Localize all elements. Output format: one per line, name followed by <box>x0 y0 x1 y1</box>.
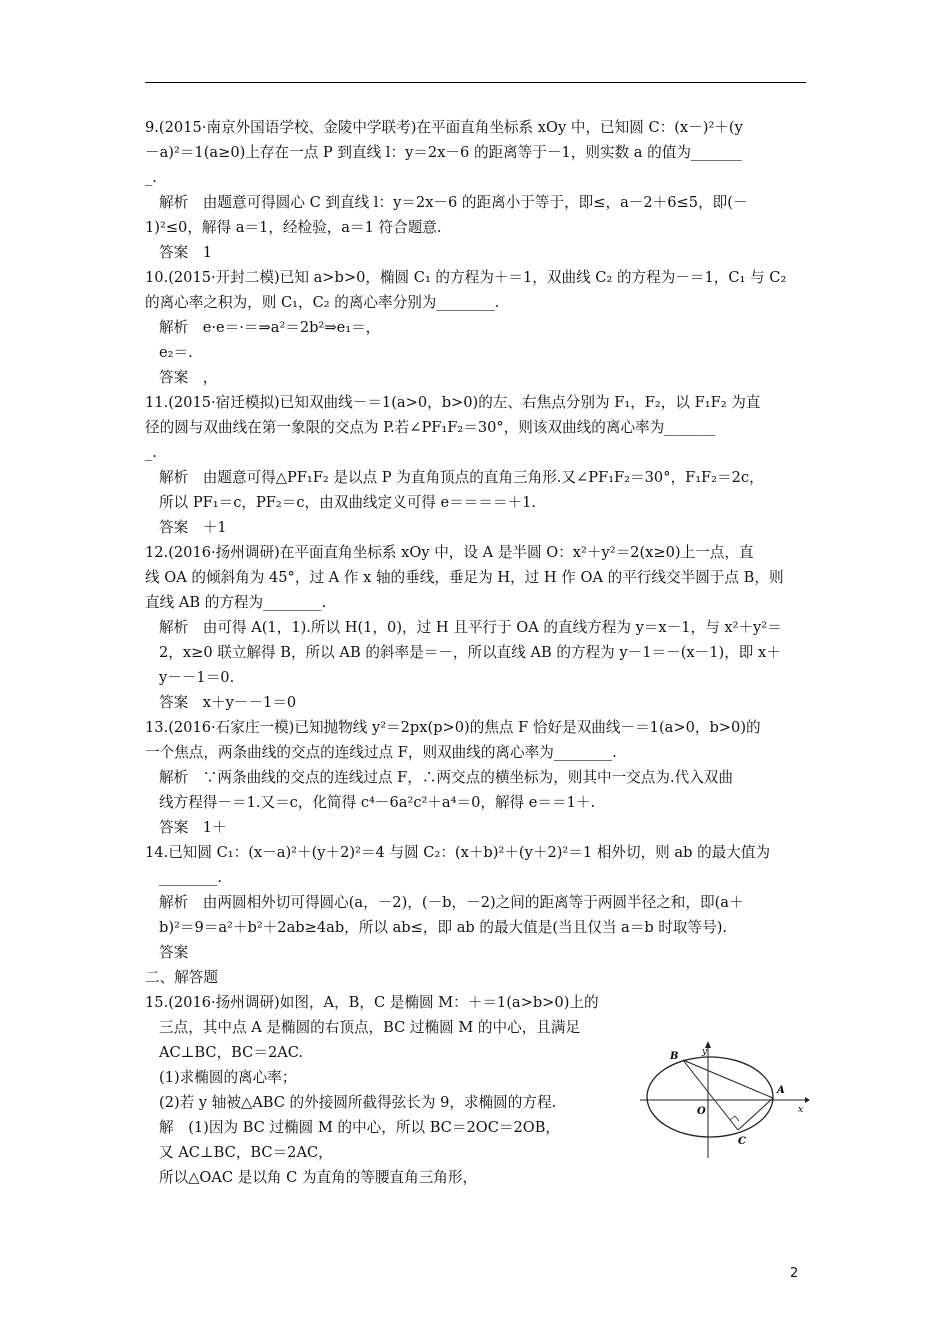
point-label-b: B <box>670 1051 679 1062</box>
analysis-line: 解析 ∵两条曲线的交点的连线过点 F，∴两交点的横坐标为，则其中一交点为.代入双曲 <box>159 769 733 786</box>
text-line: 15.(2016·扬州调研)如图，A，B，C 是椭圆 M：＋＝1(a>b>0)上的 <box>145 994 599 1011</box>
text-line: 11.(2015·宿迁模拟)已知双曲线－＝1(a>0，b>0)的左、右焦点分别为 F₁，F₂，以 F₁F₂ 为直 <box>145 394 761 411</box>
header-rule <box>145 82 806 83</box>
text-line: (1)求椭圆的离心率； <box>159 1069 297 1086</box>
segment-bc <box>683 1060 738 1130</box>
axis-label-x: x <box>798 1105 804 1115</box>
text-line: 所以△OAC 是以角 C 为直角的等腰直角三角形， <box>159 1169 478 1186</box>
text-line: 线方程得－＝1.又＝c，化简得 c⁴－6a²c²＋a⁴＝0，解得 e＝＝1＋. <box>159 794 596 811</box>
ellipse-figure <box>640 1040 810 1160</box>
right-angle-mark <box>730 1116 739 1121</box>
answer-line: 答案 ， <box>159 369 218 386</box>
text-line: _. <box>145 169 157 186</box>
analysis-line: 解析 e·e＝·＝⇒a²＝2b²⇒e₁＝， <box>159 319 381 336</box>
answer-line: 答案 x＋y－－1＝0 <box>159 694 297 711</box>
answer-line: 答案 ＋1 <box>159 519 227 536</box>
text-line: 2，x≥0 联立解得 B，所以 AB 的斜率是＝－，所以直线 AB 的方程为 y－1＝－(x－1)，即 x＋ <box>159 644 781 661</box>
text-line: (2)若 y 轴被△ABC 的外接圆所截得弦长为 9，求椭圆的方程. <box>159 1094 557 1111</box>
text-line: e₂＝. <box>159 344 193 361</box>
text-line: 9.(2015·南京外国语学校、金陵中学联考)在平面直角坐标系 xOy 中，已知圆 C：(x－)²＋(y <box>145 119 743 136</box>
answer-line: 答案 1 <box>159 244 213 261</box>
text-line: 三点，其中点 A 是椭圆的右顶点，BC 过椭圆 M 的中心，且满足 <box>159 1019 581 1036</box>
text-line: 径的圆与双曲线在第一象限的交点为 P.若∠PF₁F₂＝30°，则该双曲线的离心率为_______ <box>145 419 716 436</box>
section-heading: 二、解答题 <box>145 969 218 986</box>
analysis-line: 解析 由可得 A(1，1).所以 H(1，0)，过 H 且平行于 OA 的直线方程为 y＝x－1，与 x²＋y²＝ <box>159 619 782 636</box>
text-line: 又 AC⊥BC，BC＝2AC， <box>159 1144 333 1161</box>
text-line: 12.(2016·扬州调研)在平面直角坐标系 xOy 中，设 A 是半圆 O：x²＋y²＝2(x≥0)上一点，直 <box>145 544 754 561</box>
ellipse-curve <box>647 1057 773 1137</box>
point-label-c: C <box>738 1136 746 1147</box>
text-line: y－－1＝0. <box>159 669 235 686</box>
text-line: ________. <box>159 869 223 886</box>
text-line: 线 OA 的倾斜角为 45°，过 A 作 x 轴的垂线，垂足为 H，过 H 作 OA 的平行线交半圆于点 B，则 <box>145 569 784 586</box>
x-axis-arrow <box>805 1097 810 1103</box>
text-line: 1)²≤0，解得 a＝1，经检验，a＝1 符合题意. <box>145 219 442 236</box>
point-label-a: A <box>777 1085 785 1096</box>
answer-line: 答案 1＋ <box>159 819 227 836</box>
analysis-line: 解析 由题意可得△PF₁F₂ 是以点 P 为直角顶点的直角三角形.又∠PF₁F₂＝30°，F₁F₂＝2c， <box>159 469 764 486</box>
text-line: 13.(2016·石家庄一模)已知抛物线 y²＝2px(p>0)的焦点 F 恰好是双曲线－＝1(a>0，b>0)的 <box>145 719 761 736</box>
axis-label-y: y <box>702 1047 708 1057</box>
analysis-line: 解析 由两圆相外切可得圆心(a，－2)，(－b，－2)之间的距离等于两圆半径之和，即(a＋ <box>159 894 744 911</box>
text-line: 所以 PF₁＝c，PF₂＝c，由双曲线定义可得 e＝＝＝＝＋1. <box>159 494 537 511</box>
text-line: －a)²＝1(a≥0)上存在一点 P 到直线 l：y＝2x－6 的距离等于－1，则实数 a 的值为_______ <box>145 144 742 161</box>
segment-ba <box>683 1060 773 1098</box>
text-line: _. <box>145 444 157 461</box>
text-line: b)²＝9＝a²＋b²＋2ab≥4ab，所以 ab≤，即 ab 的最大值是(当且仅当 a＝b 时取等号). <box>159 919 728 936</box>
point-label-o: O <box>697 1106 706 1117</box>
page-number: 2 <box>790 1266 799 1281</box>
text-line: 的离心率之积为，则 C₁，C₂ 的离心率分别为________. <box>145 294 500 311</box>
solution-line: 解 (1)因为 BC 过椭圆 M 的中心，所以 BC＝2OC＝2OB， <box>159 1119 561 1136</box>
text-line: 直线 AB 的方程为________. <box>145 594 327 611</box>
text-line: 14.已知圆 C₁：(x－a)²＋(y＋2)²＝4 与圆 C₂：(x＋b)²＋(y＋2)²＝1 相外切，则 ab 的最大值为 <box>145 844 771 861</box>
text-line: 10.(2015·开封二模)已知 a>b>0，椭圆 C₁ 的方程为＋＝1，双曲线 C₂ 的方程为－＝1，C₁ 与 C₂ <box>145 269 787 286</box>
text-line: AC⊥BC，BC＝2AC. <box>159 1044 304 1061</box>
text-line: 一个焦点，两条曲线的交点的连线过点 F，则双曲线的离心率为________. <box>145 744 617 761</box>
analysis-line: 解析 由题意可得圆心 C 到直线 l：y＝2x－6 的距离小于等于，即≤，a－2＋6≤5，即(－ <box>159 194 748 211</box>
answer-line: 答案 <box>159 944 189 961</box>
